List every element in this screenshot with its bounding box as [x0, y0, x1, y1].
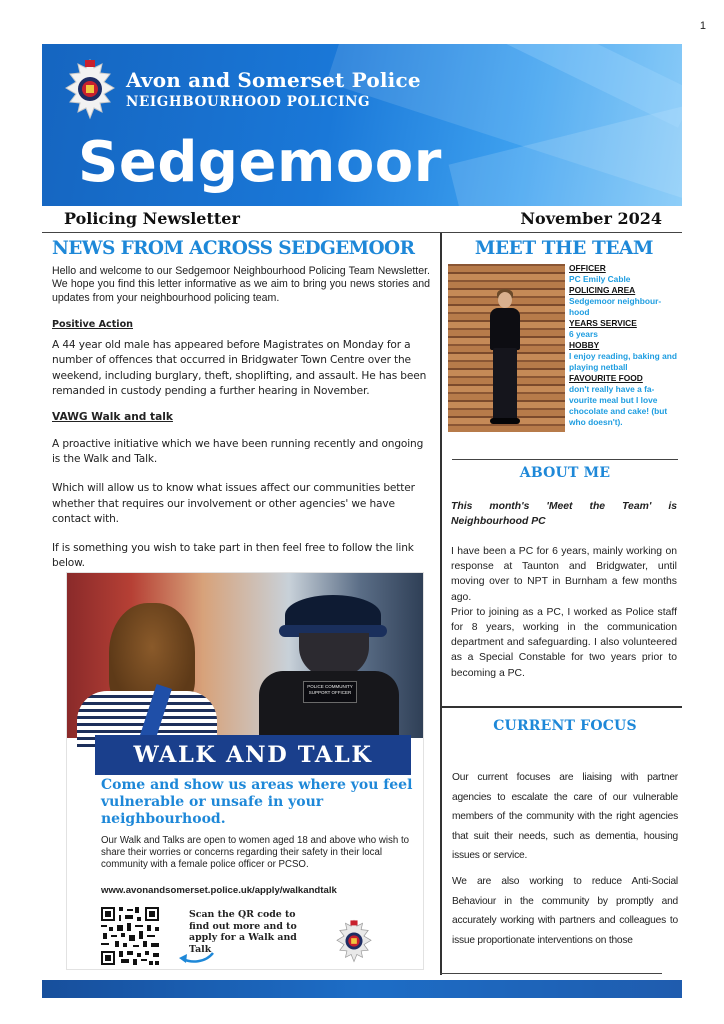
officer-profile: [569, 263, 681, 428]
profile-officer-label: OFFICER: [569, 263, 606, 273]
profile-officer-value: PC Emily Cable: [569, 274, 631, 284]
masthead-banner: [42, 44, 682, 206]
poster-scan-text: Scan the QR code to find out more and to apply for a Walk and Talk: [189, 909, 297, 955]
profile-area-value: Sedgemoor neighbour-hood: [569, 296, 662, 317]
subhead-row: [42, 207, 682, 233]
poster-info: Our Walk and Talks are open to women aged 18 and above who wish to share their worries or concerns regarding their safety in their local community with a female police officer or PCSO.: [101, 835, 410, 870]
force-subtitle: NEIGHBOURHOOD POLICING: [126, 94, 371, 110]
footer-band: [42, 980, 682, 998]
profile-years-value: 6 years: [569, 329, 598, 339]
arrow-icon: [177, 951, 217, 965]
about-me-paragraph-2: Prior to joining as a PC, I worked as Police staff for 8 years, working in the communication department and safeguarding. I also volunteered as a Special Constable for two years prior to becoming a PC.: [451, 606, 677, 679]
about-me-heading: ABOUT ME: [519, 465, 611, 481]
poster-call-to-action: Come and show us areas where you feel vulnerable or unsafe in your neighbourhood.: [101, 777, 413, 827]
profile-area-label: POLICING AREA: [569, 285, 636, 295]
divider-line: [440, 973, 662, 974]
profile-years-label: YEARS SERVICE: [569, 318, 637, 328]
profile-food-label: FAVOURITE FOOD: [569, 373, 643, 383]
profile-hobby-value: I enjoy reading, baking and playing netball: [569, 351, 677, 372]
force-name: Avon and Somerset Police: [126, 68, 421, 92]
news-intro: Hello and welcome to our Sedgemoor Neighbourhood Policing Team Newsletter. We hope you find this letter informative as we aim to bring you news stories and updates from your neighbourhood policing team.: [52, 265, 430, 304]
vawg-paragraph-1: A proactive initiative which we have been running recently and ongoing is the Walk and Talk.: [52, 438, 424, 466]
about-me-lead: This month's 'Meet the Team' is Neighbourhood PC: [451, 501, 677, 527]
officer-photo: [448, 264, 565, 432]
vawg-title: VAWG Walk and talk: [52, 411, 173, 424]
poster-title: WALK AND TALK: [133, 742, 373, 768]
newsletter-label: Policing Newsletter: [64, 209, 240, 228]
current-focus-body: [452, 768, 678, 950]
police-crest-icon: [335, 919, 373, 963]
current-focus-heading: CURRENT FOCUS: [493, 718, 637, 734]
area-title: Sedgemoor: [78, 130, 442, 195]
walk-and-talk-poster: [66, 572, 424, 970]
poster-url[interactable]: www.avonandsomerset.police.uk/apply/walkandtalk: [101, 885, 337, 896]
current-focus-paragraph-2: We are also working to reduce Anti-Social Behaviour in the community by promptly and accurately working with partners and colleagues to issue proportionate interventions on those: [452, 875, 678, 946]
positive-action-body: A 44 year old male has appeared before Magistrates on Monday for a number of offences that occurred in Bridgwater Town Centre over the weekend, including burglary, theft, shoplifting, and assault. He has been remanded in custody pending a further hearing in November.: [52, 339, 427, 397]
news-heading: NEWS FROM ACROSS SEDGEMOOR: [52, 238, 415, 259]
profile-food-value: don't really have a fa-vourite meal but I love chocolate and cake! (but who doesn't).: [569, 384, 668, 427]
divider-line: [440, 706, 682, 708]
divider-line: [452, 459, 678, 460]
positive-action-title: Positive Action: [52, 319, 134, 331]
newsletter-date: November 2024: [520, 209, 662, 228]
qr-code-icon[interactable]: [99, 905, 161, 967]
police-crest-icon: [64, 58, 116, 120]
current-focus-paragraph-1: Our current focuses are liaising with partner agencies to escalate the care of our vulnerable members of the community with the right agencies that suit their needs, such as dementia, housing issues or service.: [452, 772, 678, 862]
poster-title-band: [95, 735, 411, 775]
poster-photo: [67, 573, 424, 738]
vest-badge: POLICE COMMUNITY SUPPORT OFFICER: [303, 681, 357, 703]
column-divider: [440, 233, 442, 975]
news-column: [52, 238, 430, 571]
profile-hobby-label: HOBBY: [569, 340, 600, 350]
page-number: 1: [699, 20, 706, 32]
vawg-paragraph-2: Which will allow us to know what issues affect our communities better whether that requires our involvement or other agencies' we have contact with.: [52, 482, 415, 525]
vawg-paragraph-3: If is something you wish to take part in then feel free to follow the link below.: [52, 542, 414, 570]
about-me-body: [451, 544, 677, 681]
about-me-paragraph-1: I have been a PC for 6 years, mainly working on response at Taunton and Bridgwater, until moving over to NPT in Burnham a few months ago.: [451, 546, 677, 603]
meet-the-team-heading: MEET THE TEAM: [474, 238, 654, 259]
